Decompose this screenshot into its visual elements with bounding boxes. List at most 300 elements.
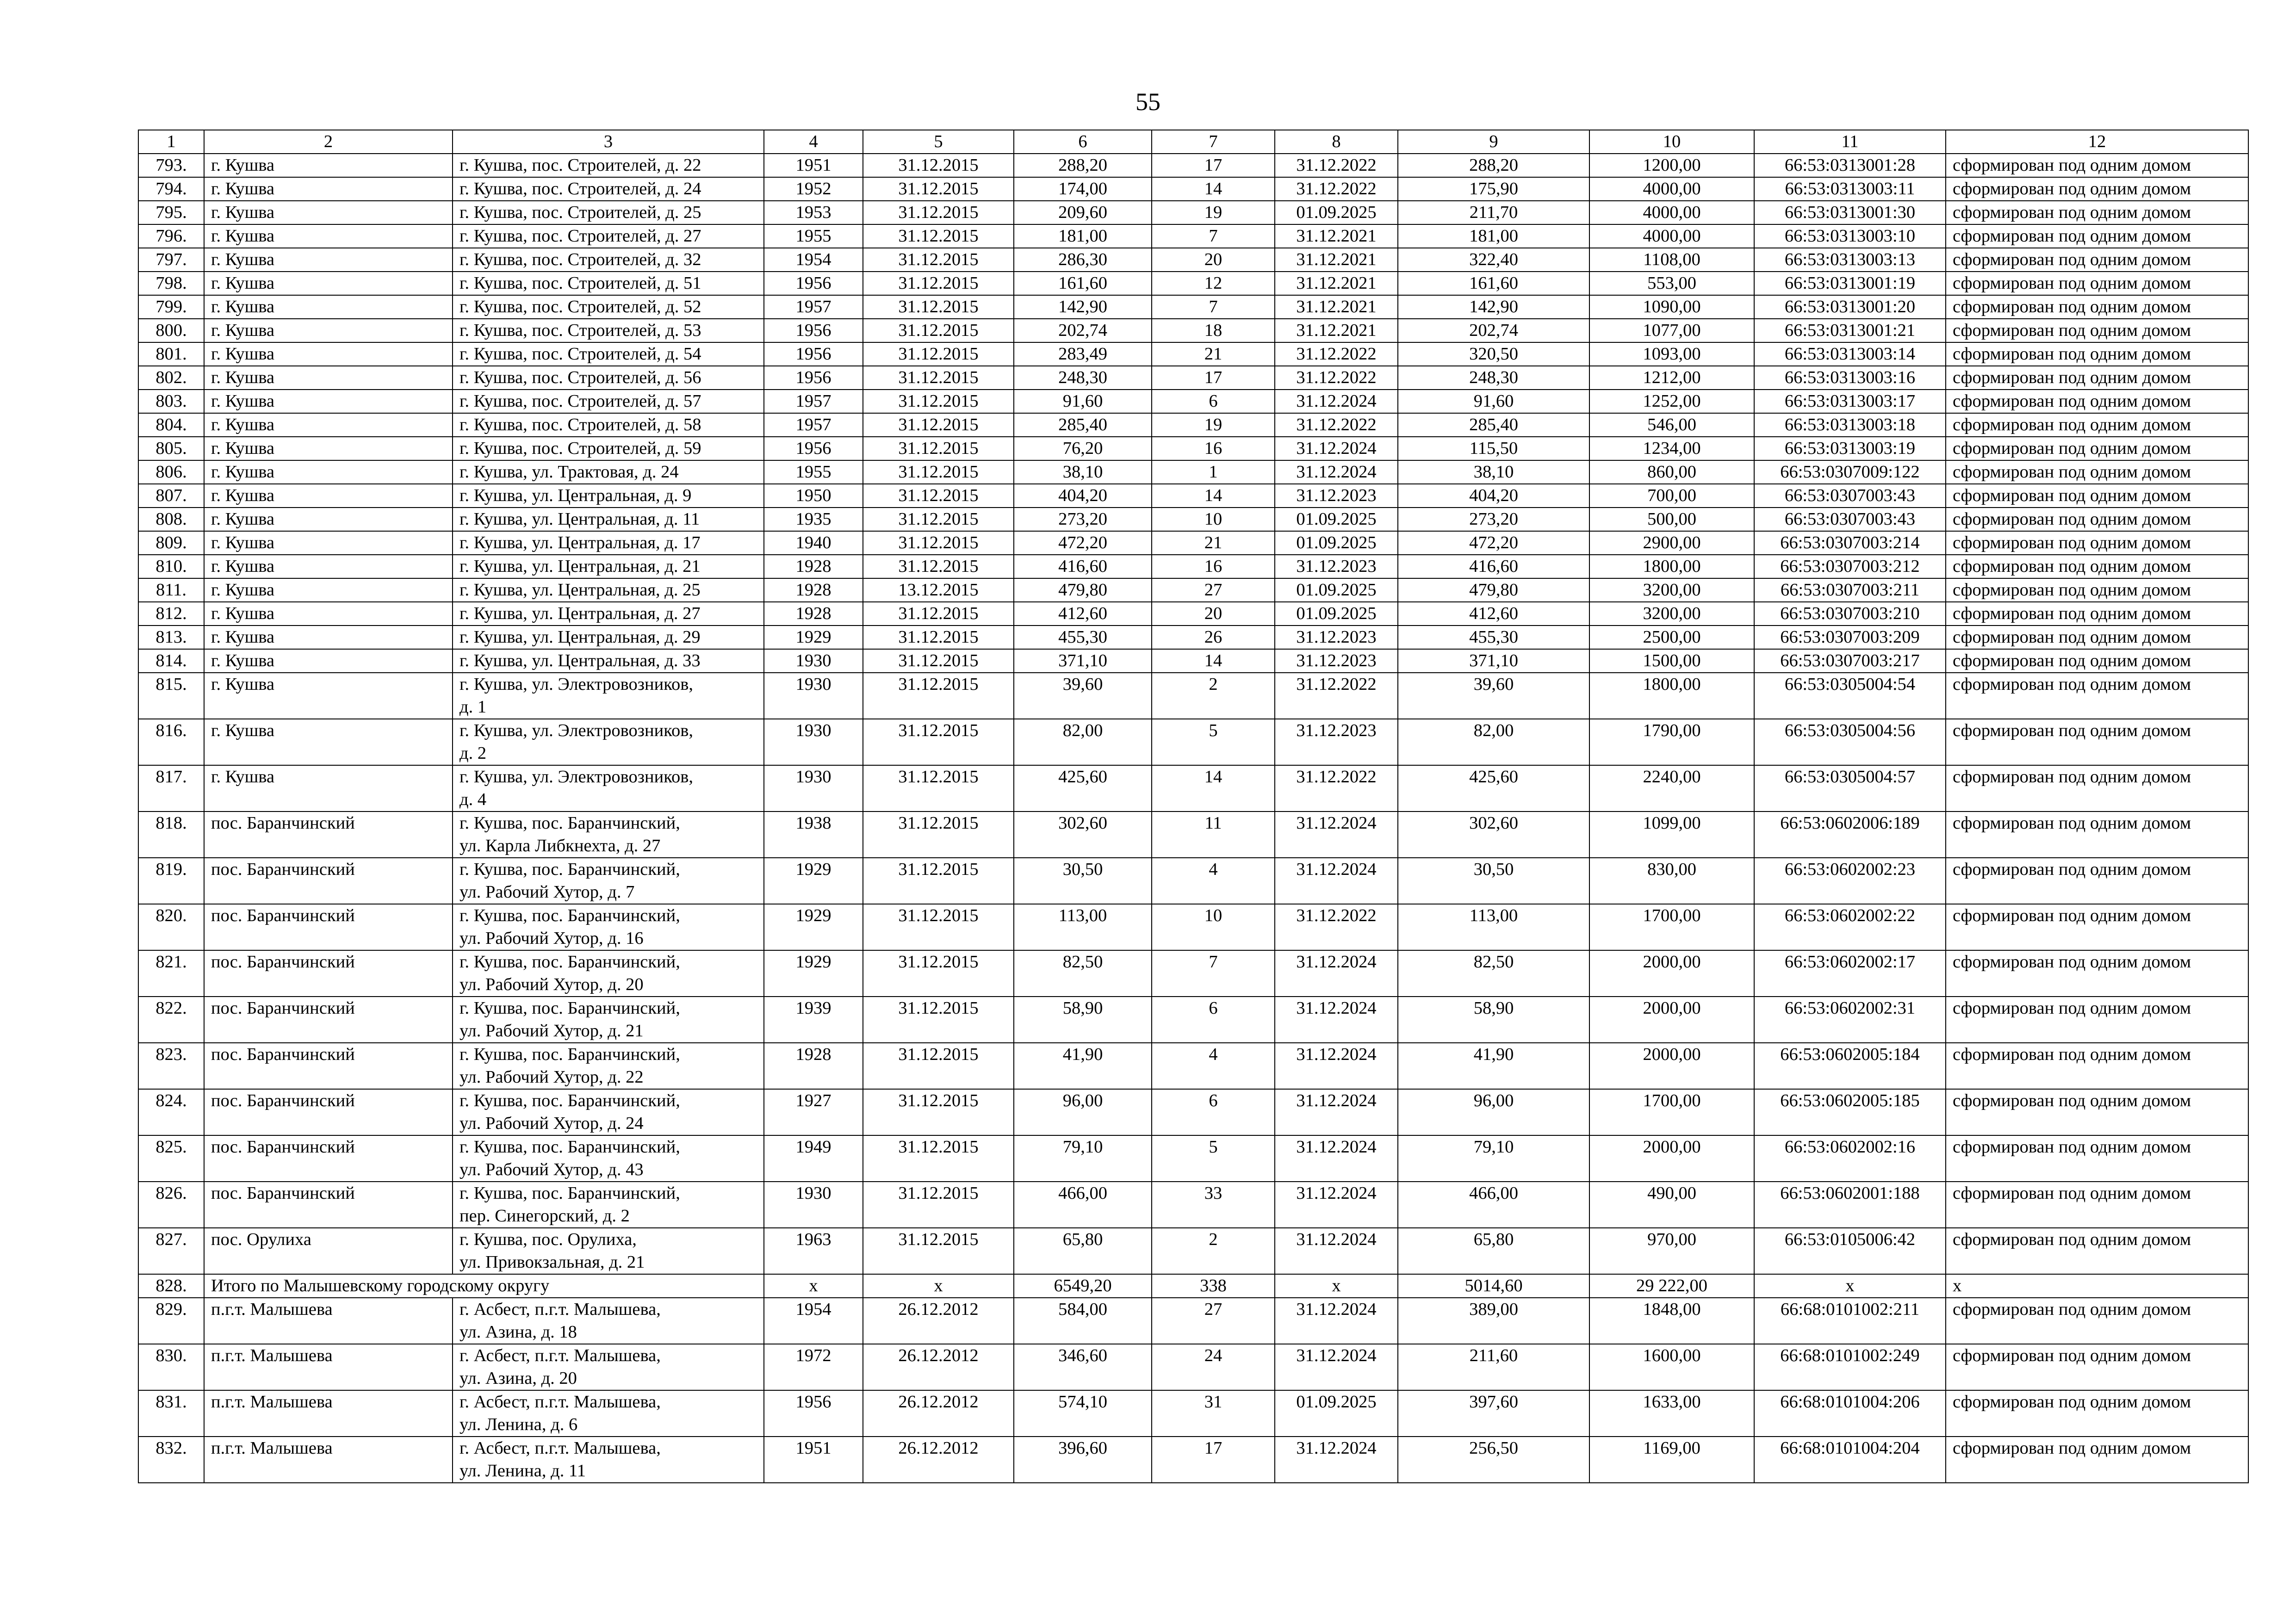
address-cell	[453, 858, 764, 904]
land-area-cell: 1200,00	[1589, 154, 1754, 177]
total-area-cell: 466,00	[1014, 1182, 1152, 1228]
living-area-cell: 39,60	[1398, 673, 1589, 719]
planned-date-cell: 01.09.2025	[1275, 1390, 1398, 1437]
residents-count-cell: 1	[1152, 460, 1275, 484]
land-status-cell: сформирован под одним домом	[1946, 390, 2248, 413]
year-built-cell: 1956	[764, 1390, 863, 1437]
address-line: г. Кушва, пос. Строителей, д. 51	[459, 273, 701, 293]
land-status-cell: сформирован под одним домом	[1946, 342, 2248, 366]
table-row	[138, 508, 2248, 531]
year-built-cell: 1930	[764, 765, 863, 812]
residents-count-cell: 5	[1152, 719, 1275, 765]
address-cell	[453, 555, 764, 578]
inclusion-date-cell: 31.12.2015	[863, 602, 1014, 626]
land-status-cell: сформирован под одним домом	[1946, 319, 2248, 342]
total-area-cell: 416,60	[1014, 555, 1152, 578]
inclusion-date-cell: 31.12.2015	[863, 342, 1014, 366]
table-row	[138, 719, 2248, 765]
table-row	[138, 1135, 2248, 1182]
locality-cell: г. Кушва	[204, 649, 453, 673]
year-built-cell: 1956	[764, 272, 863, 295]
locality-cell: г. Кушва	[204, 390, 453, 413]
cadastral-number-cell: 66:53:0313003:19	[1754, 437, 1946, 460]
cadastral-number-cell: x	[1754, 1274, 1946, 1298]
address-cell	[453, 319, 764, 342]
address-cell	[453, 602, 764, 626]
address-line: г. Кушва, пос. Строителей, д. 32	[459, 250, 701, 269]
residents-count-cell: 19	[1152, 201, 1275, 224]
address-line: г. Кушва, ул. Трактовая, д. 24	[459, 462, 679, 482]
address-cell	[453, 342, 764, 366]
address-cell	[453, 295, 764, 319]
land-area-cell: 1234,00	[1589, 437, 1754, 460]
inclusion-date-cell: 31.12.2015	[863, 508, 1014, 531]
residents-count-cell: 7	[1152, 224, 1275, 248]
land-area-cell: 2000,00	[1589, 1135, 1754, 1182]
land-status-cell: сформирован под одним домом	[1946, 508, 2248, 531]
address-line: ул. Рабочий Хутор, д. 20	[459, 975, 644, 994]
row-number-cell: 826.	[138, 1182, 204, 1228]
table-row	[138, 1437, 2248, 1483]
planned-date-cell: 01.09.2025	[1275, 508, 1398, 531]
residents-count-cell: 14	[1152, 484, 1275, 508]
row-number-cell: 804.	[138, 413, 204, 437]
land-status-cell: сформирован под одним домом	[1946, 626, 2248, 649]
table-row	[138, 484, 2248, 508]
table-row	[138, 578, 2248, 602]
land-status-cell: сформирован под одним домом	[1946, 531, 2248, 555]
land-status-cell: сформирован под одним домом	[1946, 997, 2248, 1043]
locality-cell: г. Кушва	[204, 765, 453, 812]
address-line: г. Кушва, ул. Центральная, д. 27	[459, 604, 701, 623]
land-area-cell: 1700,00	[1589, 904, 1754, 950]
living-area-cell: 285,40	[1398, 413, 1589, 437]
address-cell	[453, 531, 764, 555]
address-line: г. Кушва, ул. Центральная, д. 25	[459, 580, 701, 600]
land-area-cell: 1790,00	[1589, 719, 1754, 765]
address-line: г. Асбест, п.г.т. Малышева,	[459, 1392, 661, 1412]
land-area-cell: 1169,00	[1589, 1437, 1754, 1483]
residents-count-cell: 17	[1152, 366, 1275, 390]
year-built-cell: 1929	[764, 950, 863, 997]
table-row	[138, 177, 2248, 201]
total-area-cell: 404,20	[1014, 484, 1152, 508]
land-status-cell: сформирован под одним домом	[1946, 1182, 2248, 1228]
year-built-cell: 1951	[764, 154, 863, 177]
total-area-cell: 425,60	[1014, 765, 1152, 812]
cadastral-number-cell: 66:53:0307003:211	[1754, 578, 1946, 602]
column-number-header-row	[138, 130, 2248, 154]
land-status-cell: сформирован под одним домом	[1946, 1344, 2248, 1390]
living-area-cell: 41,90	[1398, 1043, 1589, 1089]
inclusion-date-cell: 26.12.2012	[863, 1390, 1014, 1437]
planned-date-cell: 31.12.2024	[1275, 812, 1398, 858]
table-row	[138, 295, 2248, 319]
address-line: г. Кушва, ул. Центральная, д. 21	[459, 557, 701, 576]
address-cell	[453, 224, 764, 248]
locality-cell: пос. Баранчинский	[204, 1135, 453, 1182]
row-number-cell: 828.	[138, 1274, 204, 1298]
total-area-cell: 76,20	[1014, 437, 1152, 460]
land-status-cell: сформирован под одним домом	[1946, 154, 2248, 177]
locality-cell: г. Кушва	[204, 201, 453, 224]
land-status-cell: сформирован под одним домом	[1946, 224, 2248, 248]
land-area-cell: 1600,00	[1589, 1344, 1754, 1390]
total-area-cell: 273,20	[1014, 508, 1152, 531]
living-area-cell: 389,00	[1398, 1298, 1589, 1344]
row-number-cell: 817.	[138, 765, 204, 812]
total-area-cell: 82,50	[1014, 950, 1152, 997]
residents-count-cell: 4	[1152, 858, 1275, 904]
cadastral-number-cell: 66:53:0313003:10	[1754, 224, 1946, 248]
address-cell	[453, 626, 764, 649]
address-cell	[453, 649, 764, 673]
year-built-cell: 1951	[764, 1437, 863, 1483]
address-line: ул. Рабочий Хутор, д. 43	[459, 1160, 644, 1179]
address-line: г. Кушва, пос. Строителей, д. 27	[459, 226, 701, 246]
planned-date-cell: 31.12.2021	[1275, 224, 1398, 248]
cadastral-number-cell: 66:53:0313003:14	[1754, 342, 1946, 366]
planned-date-cell: 31.12.2024	[1275, 1043, 1398, 1089]
column-number-header: 11	[1754, 130, 1946, 154]
locality-cell: п.г.т. Малышева	[204, 1298, 453, 1344]
row-number-cell: 801.	[138, 342, 204, 366]
residents-count-cell: 26	[1152, 626, 1275, 649]
land-area-cell: 1090,00	[1589, 295, 1754, 319]
cadastral-number-cell: 66:53:0307009:122	[1754, 460, 1946, 484]
address-cell	[453, 437, 764, 460]
land-area-cell: 860,00	[1589, 460, 1754, 484]
address-line: г. Асбест, п.г.т. Малышева,	[459, 1438, 661, 1458]
address-cell	[453, 1390, 764, 1437]
inclusion-date-cell: 31.12.2015	[863, 719, 1014, 765]
residents-count-cell: 27	[1152, 578, 1275, 602]
residents-count-cell: 10	[1152, 904, 1275, 950]
living-area-cell: 58,90	[1398, 997, 1589, 1043]
total-area-cell: 41,90	[1014, 1043, 1152, 1089]
cadastral-number-cell: 66:53:0307003:212	[1754, 555, 1946, 578]
residents-count-cell: 24	[1152, 1344, 1275, 1390]
planned-date-cell: 31.12.2024	[1275, 1344, 1398, 1390]
row-number-cell: 806.	[138, 460, 204, 484]
residents-count-cell: 12	[1152, 272, 1275, 295]
land-area-cell: 2900,00	[1589, 531, 1754, 555]
cadastral-number-cell: 66:53:0313001:19	[1754, 272, 1946, 295]
table-row	[138, 154, 2248, 177]
year-built-cell: 1928	[764, 602, 863, 626]
cadastral-number-cell: 66:53:0313003:11	[1754, 177, 1946, 201]
planned-date-cell: 31.12.2022	[1275, 673, 1398, 719]
total-area-cell: 202,74	[1014, 319, 1152, 342]
land-area-cell: 2000,00	[1589, 1043, 1754, 1089]
year-built-cell: 1927	[764, 1089, 863, 1135]
column-number-header: 1	[138, 130, 204, 154]
residents-count-cell: 2	[1152, 1228, 1275, 1274]
row-number-cell: 798.	[138, 272, 204, 295]
residents-count-cell: 14	[1152, 649, 1275, 673]
land-status-cell: сформирован под одним домом	[1946, 248, 2248, 272]
inclusion-date-cell: 31.12.2015	[863, 295, 1014, 319]
year-built-cell: 1939	[764, 997, 863, 1043]
address-cell	[453, 1437, 764, 1483]
cadastral-number-cell: 66:68:0101004:204	[1754, 1437, 1946, 1483]
address-line: ул. Азина, д. 20	[459, 1369, 577, 1388]
cadastral-number-cell: 66:53:0602001:188	[1754, 1182, 1946, 1228]
address-line: г. Кушва, пос. Строителей, д. 57	[459, 391, 701, 411]
land-status-cell: сформирован под одним домом	[1946, 578, 2248, 602]
year-built-cell: 1930	[764, 649, 863, 673]
residents-count-cell: 7	[1152, 295, 1275, 319]
planned-date-cell: 01.09.2025	[1275, 201, 1398, 224]
table-row	[138, 248, 2248, 272]
land-area-cell: 553,00	[1589, 272, 1754, 295]
table-row	[138, 997, 2248, 1043]
cadastral-number-cell: 66:53:0602002:17	[1754, 950, 1946, 997]
land-area-cell: 970,00	[1589, 1228, 1754, 1274]
living-area-cell: 115,50	[1398, 437, 1589, 460]
total-area-cell: 479,80	[1014, 578, 1152, 602]
column-number-header: 10	[1589, 130, 1754, 154]
total-area-cell: 584,00	[1014, 1298, 1152, 1344]
land-status-cell: сформирован под одним домом	[1946, 1437, 2248, 1483]
planned-date-cell: 31.12.2024	[1275, 950, 1398, 997]
locality-cell: г. Кушва	[204, 555, 453, 578]
land-area-cell: 2000,00	[1589, 950, 1754, 997]
address-line: д. 2	[459, 743, 487, 763]
total-area-cell: 371,10	[1014, 649, 1152, 673]
address-line: г. Кушва, ул. Центральная, д. 33	[459, 651, 701, 670]
planned-date-cell: 01.09.2025	[1275, 602, 1398, 626]
address-line: ул. Азина, д. 18	[459, 1322, 577, 1342]
inclusion-date-cell: 31.12.2015	[863, 626, 1014, 649]
address-cell	[453, 765, 764, 812]
address-line: д. 1	[459, 697, 487, 717]
row-number-cell: 818.	[138, 812, 204, 858]
planned-date-cell: 01.09.2025	[1275, 531, 1398, 555]
land-status-cell: сформирован под одним домом	[1946, 177, 2248, 201]
table-row	[138, 1298, 2248, 1344]
table-row	[138, 602, 2248, 626]
residents-count-cell: 10	[1152, 508, 1275, 531]
locality-cell: п.г.т. Малышева	[204, 1344, 453, 1390]
address-cell	[453, 460, 764, 484]
living-area-cell: 302,60	[1398, 812, 1589, 858]
inclusion-date-cell: 31.12.2015	[863, 1089, 1014, 1135]
land-area-cell: 1093,00	[1589, 342, 1754, 366]
land-area-cell: 1099,00	[1589, 812, 1754, 858]
cadastral-number-cell: 66:53:0602002:31	[1754, 997, 1946, 1043]
planned-date-cell: 31.12.2021	[1275, 248, 1398, 272]
land-area-cell: 4000,00	[1589, 201, 1754, 224]
table-row	[138, 1228, 2248, 1274]
row-number-cell: 799.	[138, 295, 204, 319]
living-area-cell: 181,00	[1398, 224, 1589, 248]
table-row	[138, 1089, 2248, 1135]
living-area-cell: 5014,60	[1398, 1274, 1589, 1298]
cadastral-number-cell: 66:53:0602005:184	[1754, 1043, 1946, 1089]
planned-date-cell: 31.12.2022	[1275, 177, 1398, 201]
living-area-cell: 175,90	[1398, 177, 1589, 201]
table-row	[138, 413, 2248, 437]
land-area-cell: 2240,00	[1589, 765, 1754, 812]
planned-date-cell: 31.12.2023	[1275, 649, 1398, 673]
planned-date-cell: 31.12.2021	[1275, 295, 1398, 319]
column-number-header: 4	[764, 130, 863, 154]
address-line: г. Кушва, пос. Орулиха,	[459, 1230, 637, 1249]
address-line: г. Кушва, ул. Электровозников,	[459, 721, 693, 740]
cadastral-number-cell: 66:53:0313001:30	[1754, 201, 1946, 224]
inclusion-date-cell: 31.12.2015	[863, 460, 1014, 484]
row-number-cell: 807.	[138, 484, 204, 508]
residents-count-cell: 19	[1152, 413, 1275, 437]
year-built-cell: 1935	[764, 508, 863, 531]
address-line: г. Кушва, ул. Центральная, д. 17	[459, 533, 701, 552]
inclusion-date-cell: 31.12.2015	[863, 812, 1014, 858]
locality-cell: г. Кушва	[204, 342, 453, 366]
planned-date-cell: 31.12.2024	[1275, 460, 1398, 484]
cadastral-number-cell: 66:53:0313001:28	[1754, 154, 1946, 177]
residents-count-cell: 20	[1152, 602, 1275, 626]
land-status-cell: сформирован под одним домом	[1946, 1390, 2248, 1437]
year-built-cell: 1952	[764, 177, 863, 201]
planned-date-cell: x	[1275, 1274, 1398, 1298]
address-line: г. Кушва, пос. Строителей, д. 22	[459, 155, 701, 175]
living-area-cell: 466,00	[1398, 1182, 1589, 1228]
total-area-cell: 472,20	[1014, 531, 1152, 555]
year-built-cell: 1940	[764, 531, 863, 555]
row-number-cell: 805.	[138, 437, 204, 460]
address-cell	[453, 154, 764, 177]
planned-date-cell: 31.12.2022	[1275, 154, 1398, 177]
inclusion-date-cell: 31.12.2015	[863, 201, 1014, 224]
land-status-cell: сформирован под одним домом	[1946, 366, 2248, 390]
living-area-cell: 65,80	[1398, 1228, 1589, 1274]
inclusion-date-cell: 31.12.2015	[863, 858, 1014, 904]
planned-date-cell: 31.12.2022	[1275, 342, 1398, 366]
land-area-cell: 4000,00	[1589, 177, 1754, 201]
land-area-cell: 1700,00	[1589, 1089, 1754, 1135]
year-built-cell: 1956	[764, 319, 863, 342]
land-area-cell: 29 222,00	[1589, 1274, 1754, 1298]
table-row	[138, 555, 2248, 578]
inclusion-date-cell: 31.12.2015	[863, 224, 1014, 248]
address-line: д. 4	[459, 790, 487, 809]
residents-count-cell: 11	[1152, 812, 1275, 858]
locality-cell: г. Кушва	[204, 154, 453, 177]
year-built-cell: x	[764, 1274, 863, 1298]
total-area-cell: 209,60	[1014, 201, 1152, 224]
living-area-cell: 320,50	[1398, 342, 1589, 366]
land-status-cell: сформирован под одним домом	[1946, 649, 2248, 673]
land-area-cell: 700,00	[1589, 484, 1754, 508]
land-area-cell: 2000,00	[1589, 997, 1754, 1043]
living-area-cell: 412,60	[1398, 602, 1589, 626]
table-row	[138, 1390, 2248, 1437]
row-number-cell: 808.	[138, 508, 204, 531]
address-line: г. Кушва, пос. Баранчинский,	[459, 1137, 680, 1157]
column-number-header: 9	[1398, 130, 1589, 154]
residents-count-cell: 16	[1152, 555, 1275, 578]
land-status-cell: сформирован под одним домом	[1946, 812, 2248, 858]
inclusion-date-cell: 31.12.2015	[863, 1135, 1014, 1182]
living-area-cell: 479,80	[1398, 578, 1589, 602]
table-row	[138, 342, 2248, 366]
land-status-cell: сформирован под одним домом	[1946, 1135, 2248, 1182]
row-number-cell: 811.	[138, 578, 204, 602]
row-number-cell: 822.	[138, 997, 204, 1043]
row-number-cell: 802.	[138, 366, 204, 390]
address-line: ул. Рабочий Хутор, д. 24	[459, 1114, 644, 1133]
table-row	[138, 224, 2248, 248]
address-line: ул. Рабочий Хутор, д. 22	[459, 1067, 644, 1087]
row-number-cell: 820.	[138, 904, 204, 950]
cadastral-number-cell: 66:53:0307003:209	[1754, 626, 1946, 649]
locality-cell: г. Кушва	[204, 626, 453, 649]
address-line: пер. Синегорский, д. 2	[459, 1206, 630, 1226]
land-status-cell: сформирован под одним домом	[1946, 295, 2248, 319]
address-cell	[453, 1228, 764, 1274]
address-cell	[453, 508, 764, 531]
address-line: г. Кушва, пос. Баранчинский,	[459, 1183, 680, 1203]
address-cell	[453, 484, 764, 508]
housing-register-table	[138, 130, 2249, 1483]
inclusion-date-cell: 31.12.2015	[863, 904, 1014, 950]
planned-date-cell: 31.12.2024	[1275, 437, 1398, 460]
land-area-cell: 500,00	[1589, 508, 1754, 531]
address-line: г. Кушва, пос. Строителей, д. 59	[459, 439, 701, 458]
living-area-cell: 82,50	[1398, 950, 1589, 997]
row-number-cell: 816.	[138, 719, 204, 765]
row-number-cell: 793.	[138, 154, 204, 177]
cadastral-number-cell: 66:53:0307003:214	[1754, 531, 1946, 555]
planned-date-cell: 31.12.2021	[1275, 319, 1398, 342]
living-area-cell: 425,60	[1398, 765, 1589, 812]
table-row	[138, 531, 2248, 555]
page-number: 55	[1136, 88, 1160, 116]
inclusion-date-cell: 31.12.2015	[863, 248, 1014, 272]
living-area-cell: 455,30	[1398, 626, 1589, 649]
total-area-cell: 574,10	[1014, 1390, 1152, 1437]
address-cell	[453, 272, 764, 295]
land-status-cell: сформирован под одним домом	[1946, 904, 2248, 950]
land-area-cell: 3200,00	[1589, 602, 1754, 626]
cadastral-number-cell: 66:53:0313001:20	[1754, 295, 1946, 319]
total-area-cell: 91,60	[1014, 390, 1152, 413]
cadastral-number-cell: 66:53:0313003:13	[1754, 248, 1946, 272]
living-area-cell: 256,50	[1398, 1437, 1589, 1483]
column-number-header: 3	[453, 130, 764, 154]
planned-date-cell: 31.12.2024	[1275, 997, 1398, 1043]
land-area-cell: 546,00	[1589, 413, 1754, 437]
residents-count-cell: 17	[1152, 154, 1275, 177]
inclusion-date-cell: 31.12.2015	[863, 531, 1014, 555]
row-number-cell: 830.	[138, 1344, 204, 1390]
residents-count-cell: 21	[1152, 342, 1275, 366]
address-cell	[453, 1135, 764, 1182]
cadastral-number-cell: 66:53:0305004:56	[1754, 719, 1946, 765]
cadastral-number-cell: 66:53:0313003:17	[1754, 390, 1946, 413]
row-number-cell: 829.	[138, 1298, 204, 1344]
year-built-cell: 1928	[764, 1043, 863, 1089]
column-number-header: 8	[1275, 130, 1398, 154]
planned-date-cell: 31.12.2022	[1275, 366, 1398, 390]
total-area-cell: 65,80	[1014, 1228, 1152, 1274]
land-area-cell: 490,00	[1589, 1182, 1754, 1228]
address-line: ул. Карла Либкнехта, д. 27	[459, 836, 661, 855]
living-area-cell: 371,10	[1398, 649, 1589, 673]
year-built-cell: 1929	[764, 858, 863, 904]
address-cell	[453, 366, 764, 390]
